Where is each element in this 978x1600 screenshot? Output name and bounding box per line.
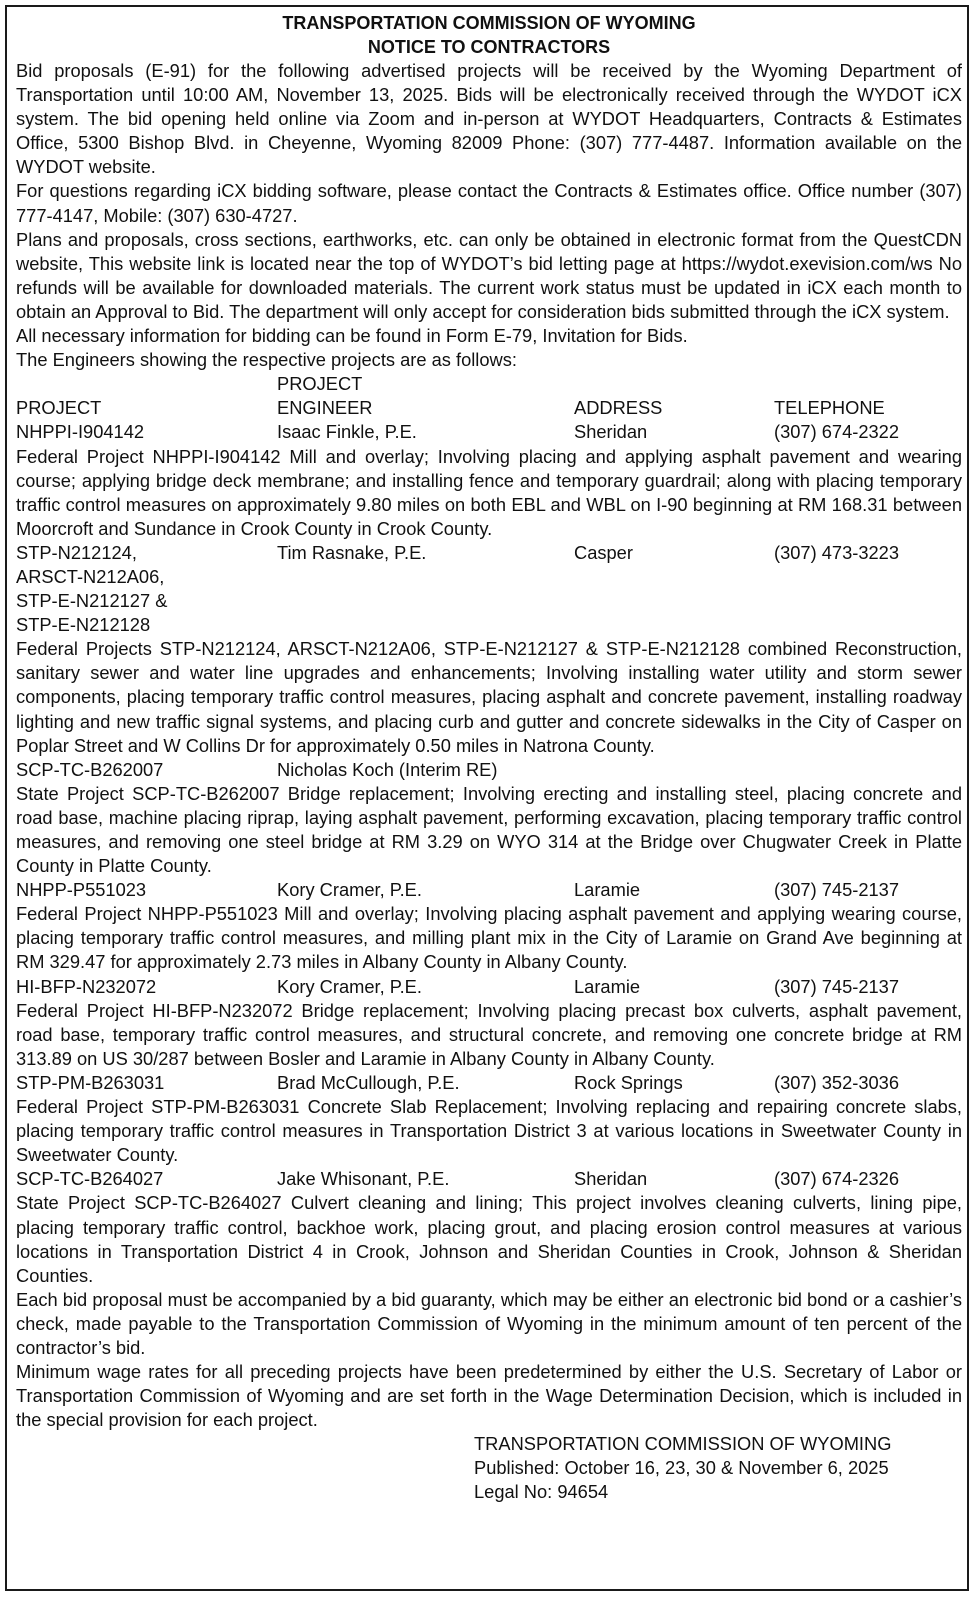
project-row [16,975,962,999]
table-header-row [16,372,962,420]
project-engineer: Isaac Finkle, P.E. [277,421,417,443]
signature-org: TRANSPORTATION COMMISSION OF WYOMING [474,1433,892,1455]
intro-paragraph-plans: Plans and proposals, cross sections, earthworks, etc. can only be obtained in electronic format from the QuestCDN website, This website link is located near the top of WYDOT’s bid letting page at https://wydot.exevision.com/ws No refunds will be available for downloaded materials. The current work status must be updated in iCX each month to obtain an Approval to Bid. The department will only accept for consideration bids submitted through the iCX system. [16,228,962,322]
project-row [16,758,962,782]
project-row [16,1071,962,1095]
project-telephone: (307) 473-3223 [774,541,900,563]
project-telephone: (307) 674-2322 [774,421,900,443]
signature-legal-no: Legal No: 94654 [474,1481,609,1503]
project-description: Federal Project NHPP-P551023 Mill and overlay; Involving placing asphalt pavement and applying wearing course, placing temporary traffic control measures, and milling plant mix in the City of Laramie on Grand Ave beginning at RM 329.47 for approximately 2.73 miles in Albany County in Albany County. [16,903,962,973]
project-row [16,878,962,902]
signature-published: Published: October 16, 23, 30 & November 6, 2025 [474,1457,889,1479]
signature-block [474,1432,962,1504]
project-row [16,420,962,444]
project-address: Sheridan [574,1168,648,1190]
header-engineer: PROJECT ENGINEER [277,373,373,419]
project-number: SCP-TC-B264027 [16,1168,164,1190]
project-address: Laramie [574,975,641,997]
project-description: State Project SCP-TC-B264027 Culvert cleaning and lining; This project involves cleaning culverts, lining pipe, placing temporary traffic control, backhoe work, placing grout, and placing erosion control measures at various locations in Transportation District 4 in Crook, Johnson and Sheridan Counties in Crook, Johnson & Sheridan Counties. [16,1192,962,1286]
project-engineer: Kory Cramer, P.E. [277,975,422,997]
project-telephone: (307) 745-2137 [774,879,900,901]
notice-title: TRANSPORTATION COMMISSION OF WYOMING [282,13,696,33]
project-engineer: Nicholas Koch (Interim RE) [277,758,498,780]
project-number: SCP-TC-B262007 [16,758,164,780]
project-address: Sheridan [574,421,648,443]
project-address: Rock Springs [574,1071,683,1093]
project-telephone: (307) 352-3036 [774,1071,900,1093]
notice-content [16,12,962,1504]
header-project: PROJECT [16,397,102,419]
closing-paragraph-wage-rates: Minimum wage rates for all preceding projects have been predetermined by either the U.S. Secretary of Labor or Transportation Commission of Wyoming and are set forth in the Wage Determination Decision, which is included in the special provision for each project. [16,1361,962,1431]
notice-subtitle: NOTICE TO CONTRACTORS [367,36,611,57]
project-engineer: Kory Cramer, P.E. [277,879,422,901]
intro-paragraph-engineers: The Engineers showing the respective projects are as follows: [16,349,517,371]
project-number: NHPP-P551023 [16,879,147,901]
project-address: Casper [574,541,633,563]
project-address: Laramie [574,879,641,901]
project-engineer: Tim Rasnake, P.E. [277,541,427,563]
project-engineer: Brad McCullough, P.E. [277,1071,460,1093]
project-description: Federal Project STP-PM-B263031 Concrete Slab Replacement; Involving replacing and repairing concrete slabs, placing temporary traffic control measures in Transportation District 3 at various locations in Sweetwater County in Sweetwater County. [16,1096,962,1166]
project-number: STP-N212124, ARSCT-N212A06, STP-E-N212127 & STP-E-N212128 [16,541,168,636]
intro-paragraph-icx-questions: For questions regarding iCX bidding software, please contact the Contracts & Estimates office. Office number (307) 777-4147, Mobile: (307) 630-4727. [16,180,962,226]
project-description: Federal Project HI-BFP-N232072 Bridge replacement; Involving placing precast box culverts, asphalt pavement, road base, temporary traffic control measures, and structural concrete, and removing one concrete bridge at RM 313.89 on US 30/287 between Bosler and Laramie in Albany County in Albany County. [16,999,962,1069]
project-description: Federal Project NHPPI-I904142 Mill and overlay; Involving placing and applying asphalt pavement and wearing course; applying bridge deck membrane; and installing fence and temporary guardrail; along with placing temporary traffic control measures on approximately 9.80 miles on both EBL and WBL on I-90 beginning at RM 168.31 between Moorcroft and Sundance in Crook County in Crook County. [16,445,962,539]
project-number: STP-PM-B263031 [16,1071,165,1093]
project-telephone: (307) 745-2137 [774,975,900,997]
project-description: Federal Projects STP-N212124, ARSCT-N212A06, STP-E-N212127 & STP-E-N212128 combined Reconstruction, sanitary sewer and water line upgrades and enhancements; Involving installing water utility and storm sewer components, placing temporary traffic control measures, placing asphalt and concrete pavement, installing roadway lighting and new traffic signal systems, and placing curb and gutter and concrete sidewalks in the City of Casper on Poplar Street and W Collins Dr for approximately 0.50 miles in Natrona County. [16,638,962,756]
intro-paragraph-bid-proposals: Bid proposals (E-91) for the following advertised projects will be received by the Wyoming Department of Transportation until 10:00 AM, November 13, 2025. Bids will be electronically received through the WYDOT iCX system. The bid opening held online via Zoom and in-person at WYDOT Headquarters, Contracts & Estimates Office, 5300 Bishop Blvd. in Cheyenne, Wyoming 82009 Phone: (307) 777-4487. Information available on the WYDOT website. [16,60,962,178]
header-address: ADDRESS [574,397,663,419]
project-row [16,1167,962,1191]
project-telephone: (307) 674-2326 [774,1168,900,1190]
closing-paragraph-bid-guaranty: Each bid proposal must be accompanied by a bid guaranty, which may be either an electronic bid bond or a cashier’s check, made payable to the Transportation Commission of Wyoming in the minimum amount of ten percent of the contractor’s bid. [16,1288,962,1358]
intro-paragraph-form-e79: All necessary information for bidding can be found in Form E-79, Invitation for Bids. [16,325,688,347]
header-telephone: TELEPHONE [774,397,885,419]
project-engineer: Jake Whisonant, P.E. [277,1168,450,1190]
project-number: NHPPI-I904142 [16,421,145,443]
project-description: State Project SCP-TC-B262007 Bridge replacement; Involving erecting and installing steel, placing concrete and road base, machine placing riprap, laying asphalt pavement, performing excavation, placing temporary traffic control measures, and removing one steel bridge at RM 3.29 on WYO 314 at the Bridge over Chugwater Creek in Platte County in Platte County. [16,782,962,877]
project-row [16,541,962,637]
project-number: HI-BFP-N232072 [16,975,157,997]
